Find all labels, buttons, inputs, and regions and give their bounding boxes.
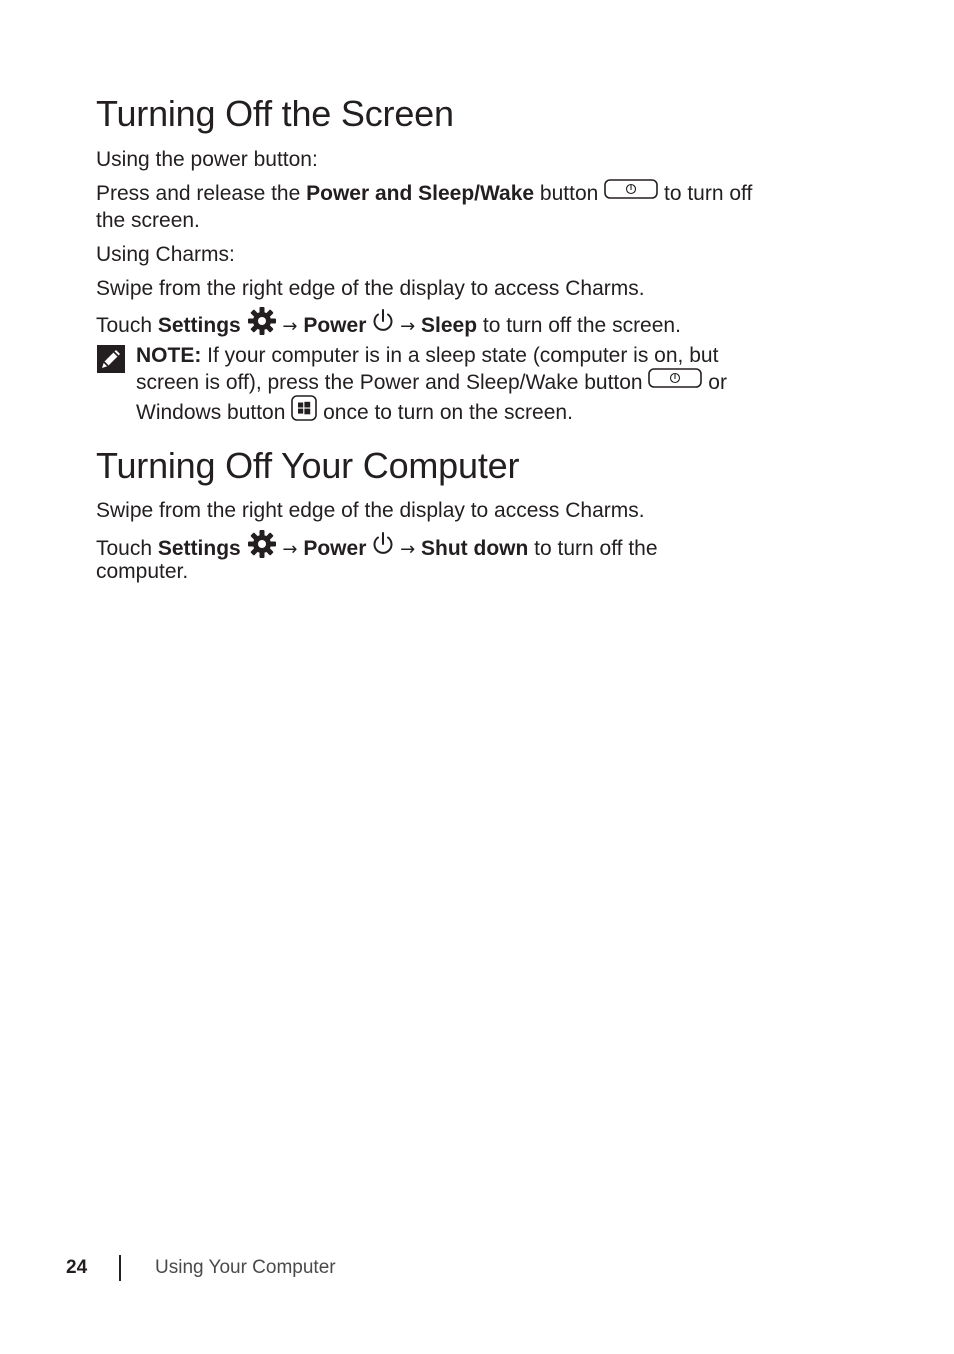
- paragraph-touch-settings-shutdown: Touch Settings → Power → Shut down to turn off the: [96, 531, 658, 568]
- windows-button-icon: [291, 395, 317, 428]
- power-button-icon: [648, 368, 702, 395]
- section-title-turning-off-computer: Turning Off Your Computer: [96, 445, 520, 486]
- note-line-1: NOTE: If your computer is in a sleep state (computer is on, but: [136, 344, 719, 367]
- footer-section-title: Using Your Computer: [155, 1257, 336, 1278]
- paragraph-touch-settings-shutdown-cont: computer.: [96, 560, 189, 583]
- paragraph-swipe: Swipe from the right edge of the display to access Charms.: [96, 277, 645, 300]
- page-number: 24: [66, 1257, 88, 1278]
- gear-icon: [247, 306, 277, 343]
- paragraph-touch-settings-sleep: Touch Settings → Power → Sleep to turn off the screen.: [96, 308, 681, 345]
- paragraph-using-charms: Using Charms:: [96, 243, 235, 266]
- paragraph-press-release-cont: the screen.: [96, 209, 200, 232]
- section-title-turning-off-screen: Turning Off the Screen: [96, 93, 454, 134]
- note-line-3: Windows button once to turn on the screen.: [136, 397, 573, 430]
- footer-divider: [119, 1255, 121, 1281]
- power-icon: [372, 308, 394, 341]
- power-icon: [372, 531, 394, 564]
- pencil-note-icon: [97, 345, 125, 373]
- paragraph-swipe-2: Swipe from the right edge of the display to access Charms.: [96, 499, 645, 522]
- paragraph-press-release: Press and release the Power and Sleep/Wake button to turn off: [96, 180, 752, 208]
- power-button-icon: [604, 179, 658, 206]
- gear-icon: [247, 529, 277, 566]
- note-line-2: screen is off), press the Power and Sleep/Wake button or: [136, 369, 727, 397]
- paragraph-using-power-button: Using the power button:: [96, 148, 318, 171]
